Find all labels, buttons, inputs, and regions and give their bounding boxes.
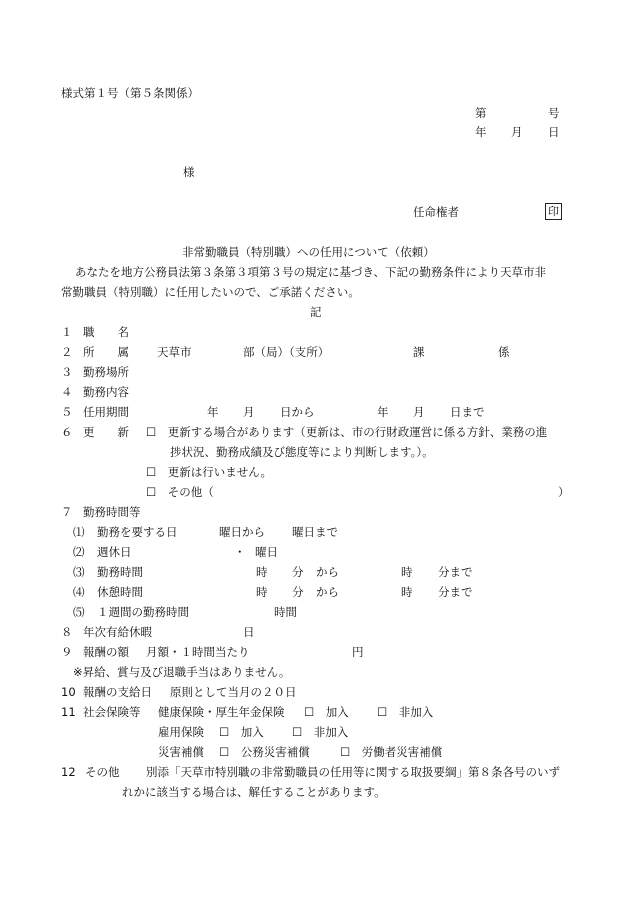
sub-4-min-1: 分 [292,585,304,599]
insurance-row-1-opt-2: ☐ 非加入 [377,705,434,719]
renewal-option-3: ☐ その他（ [146,485,214,499]
date-year: 年 [475,125,487,139]
sub-4-hour-1: 時 [256,585,268,599]
term-day-1: 日から [280,405,315,419]
item-8-num: ８ [61,625,73,639]
affil-unit: 係 [498,345,510,359]
term-month-2: 月 [413,405,425,419]
item-11-label: 社会保険等 [83,705,141,719]
intro-line-1: あなたを地方公務員法第３条第３項第３号の規定に基づき、下記の勤務条件により天草市非 [75,265,547,279]
item-4-label: 勤務内容 [83,385,129,399]
pay-detail: 月額・１時間当たり [146,645,250,659]
intro-line-2: 常勤職員（特別職）に任用したいので、ご承諾ください。 [61,285,360,299]
item-2-label: 所 属 [83,345,129,359]
other-line-1: 別添「天草市特別職の非常勤職員の任用等に関する取扱要綱」第８条各号のいず [146,765,560,779]
appointer-label: 任命権者 [413,205,459,219]
insurance-row-3-opt-1: ☐ 公務災害補償 [219,745,310,759]
item-8-label: 年次有給休暇 [83,625,152,639]
sub-3-from: から [316,565,339,579]
insurance-row-3-opt-2: ☐ 労働者災害補償 [340,745,443,759]
term-year-2: 年 [377,405,389,419]
sub-2-dot: ・ [234,545,246,559]
item-9-label: 報酬の額 [83,645,129,659]
renewal-option-1: ☐ 更新する場合があります（更新は、市の行財政運営に係る方針、業務の進 [146,425,548,439]
sub-2-day: 曜日 [255,545,278,559]
renewal-option-1-cont: 捗状況、勤務成績及び態度等により判断します。）。 [170,445,434,459]
sub-2-num: ⑵ [73,545,85,559]
term-year-1: 年 [207,405,219,419]
sub-3-hour-1: 時 [256,565,268,579]
sub-1-to: 曜日まで [292,525,338,539]
sub-4-from: から [316,585,339,599]
item-3-label: 勤務場所 [83,365,129,379]
addressee-honorific: 様 [183,165,195,179]
sub-3-hour-2: 時 [401,565,413,579]
item-11-num: 11 [61,705,76,719]
item-6-num: ６ [61,425,73,439]
sub-3-min-1: 分 [292,565,304,579]
doc-number-suffix: 号 [548,106,560,120]
affil-city: 天草市 [157,345,192,359]
item-12-label: その他 [85,765,120,779]
date-day: 日 [548,125,560,139]
item-1-label: 職 名 [83,325,129,339]
date-month: 月 [511,125,523,139]
insurance-row-3-name: 災害補償 [158,745,204,759]
item-12-num: 12 [61,765,76,779]
term-day-2: 日まで [450,405,485,419]
affil-dept: 部（局）（支所） [243,345,330,359]
insurance-row-2-opt-1: ☐ 加入 [219,725,264,739]
item-7-label: 勤務時間等 [83,505,141,519]
form-number: 様式第１号（第５条関係） [61,86,199,100]
sub-4-hour-2: 時 [401,585,413,599]
doc-number-prefix: 第 [475,106,487,120]
item-9-num: ９ [61,645,73,659]
item-1-num: １ [61,325,73,339]
sub-5-unit: 時間 [274,605,297,619]
sub-5-label: １週間の勤務時間 [97,605,189,619]
sub-3-num: ⑶ [73,565,85,579]
sub-5-num: ⑸ [73,605,85,619]
seal-mark: 印 [545,203,562,220]
insurance-row-1-opt-1: ☐ 加入 [304,705,349,719]
insurance-row-2-name: 雇用保険 [158,725,204,739]
pay-note: ※昇給、賞与及び退職手当はありません。 [73,665,291,679]
leave-unit: 日 [243,625,255,639]
sub-2-label: 週休日 [97,545,132,559]
item-5-num: ５ [61,405,73,419]
document-title: 非常勤職員（特別職）への任用について（依頼） [182,245,435,259]
item-4-num: ４ [61,385,73,399]
sub-4-min-2: 分まで [438,585,473,599]
affil-section: 課 [413,345,425,359]
sub-3-label: 勤務時間 [97,565,143,579]
item-10-num: 10 [61,685,76,699]
item-5-label: 任用期間 [83,405,129,419]
item-2-num: ２ [61,345,73,359]
ki-heading: 記 [310,305,322,319]
insurance-row-2-opt-2: ☐ 非加入 [292,725,349,739]
item-6-label: 更 新 [83,425,129,439]
other-line-2: れかに該当する場合は、解任することがあります。 [122,785,386,799]
pay-unit: 円 [352,645,364,659]
item-3-num: ３ [61,365,73,379]
renewal-option-3-close: ） [558,485,570,499]
term-month-1: 月 [243,405,255,419]
sub-4-num: ⑷ [73,585,85,599]
insurance-row-1-name: 健康保険・厚生年金保険 [158,705,285,719]
sub-4-label: 休憩時間 [97,585,143,599]
sub-3-min-2: 分まで [438,565,473,579]
sub-1-num: ⑴ [73,525,85,539]
renewal-option-2: ☐ 更新は行いません。 [146,465,272,479]
payday-value: 原則として当月の２０日 [170,685,297,699]
item-7-num: ７ [61,505,73,519]
sub-1-label: 勤務を要する日 [97,525,178,539]
sub-1-from: 曜日から [219,525,265,539]
item-10-label: 報酬の支給日 [83,685,152,699]
